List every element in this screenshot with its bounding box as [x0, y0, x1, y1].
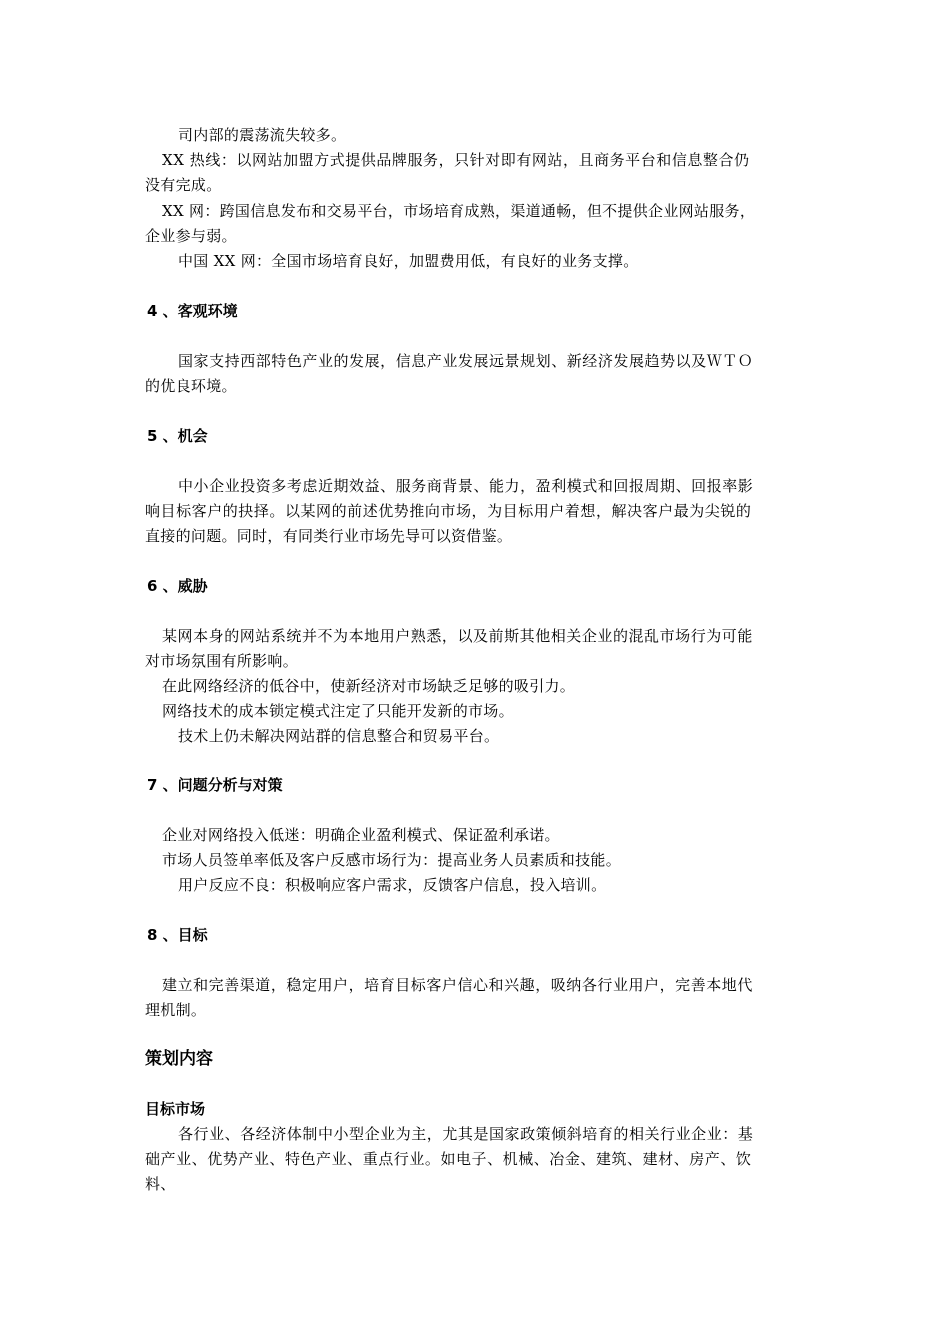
section-heading-6: 6 、威胁 [147, 577, 208, 595]
paragraph-line: 料、 [145, 1175, 176, 1193]
paragraph-line: 的优良环境。 [145, 377, 237, 395]
paragraph-line: 用户反应不良：积极响应客户需求，反馈客户信息，投入培训。 [178, 876, 607, 894]
paragraph-line: 网络技术的成本锁定模式注定了只能开发新的市场。 [162, 702, 514, 720]
section-heading-4: 4 、客观环境 [147, 302, 238, 320]
paragraph-line: XX 网：跨国信息发布和交易平台，市场培育成熟，渠道通畅，但不提供企业网站服务， [162, 202, 756, 220]
chapter-heading: 策划内容 [145, 1049, 213, 1069]
paragraph-line: 企业参与弱。 [145, 227, 237, 245]
paragraph-line: 司内部的震荡流失较多。 [178, 126, 347, 144]
section-heading-5: 5 、机会 [147, 427, 208, 445]
paragraph-line: 市场人员签单率低及客户反感市场行为：提高业务人员素质和技能。 [162, 851, 622, 869]
paragraph-line: 企业对网络投入低迷：明确企业盈利模式、保证盈利承诺。 [162, 826, 560, 844]
paragraph-line: 理机制。 [145, 1001, 207, 1019]
paragraph-line: 在此网络经济的低谷中，使新经济对市场缺乏足够的吸引力。 [162, 677, 576, 695]
section-heading-7: 7 、问题分析与对策 [147, 776, 283, 794]
paragraph-line: 某网本身的网站系统并不为本地用户熟悉，以及前斯其他相关企业的混乱市场行为可能 [162, 627, 753, 645]
paragraph-line: 中国 XX 网：全国市场培育良好，加盟费用低，有良好的业务支撑。 [178, 252, 639, 270]
paragraph-line: 对市场氛围有所影响。 [145, 652, 299, 670]
paragraph-line: 础产业、优势产业、特色产业、重点行业。如电子、机械、冶金、建筑、建材、房产、饮 [145, 1150, 752, 1168]
paragraph-line: 响目标客户的抉择。以某网的前述优势推向市场，为目标用户着想，解决客户最为尖锐的 [145, 502, 752, 520]
sub-heading: 目标市场 [145, 1100, 206, 1118]
paragraph-line: 技术上仍未解决网站群的信息整合和贸易平台。 [178, 727, 500, 745]
paragraph-line: 直接的问题。同时，有同类行业市场先导可以资借鉴。 [145, 527, 513, 545]
paragraph-line: 各行业、各经济体制中小型企业为主，尤其是国家政策倾斜培育的相关行业企业：基 [178, 1125, 754, 1143]
section-heading-8: 8 、目标 [147, 926, 208, 944]
paragraph-line: 没有完成。 [145, 176, 222, 194]
paragraph-line: 建立和完善渠道，稳定用户，培育目标客户信心和兴趣，吸纳各行业用户，完善本地代 [162, 976, 753, 994]
paragraph-line: XX 热线：以网站加盟方式提供品牌服务，只针对即有网站，且商务平台和信息整合仍 [162, 151, 750, 169]
paragraph-line: 中小企业投资多考虑近期效益、服务商背景、能力，盈利模式和回报周期、回报率影 [178, 477, 754, 495]
paragraph-line: 国家支持西部特色产业的发展，信息产业发展远景规划、新经济发展趋势以及ＷＴＯ [178, 352, 754, 370]
